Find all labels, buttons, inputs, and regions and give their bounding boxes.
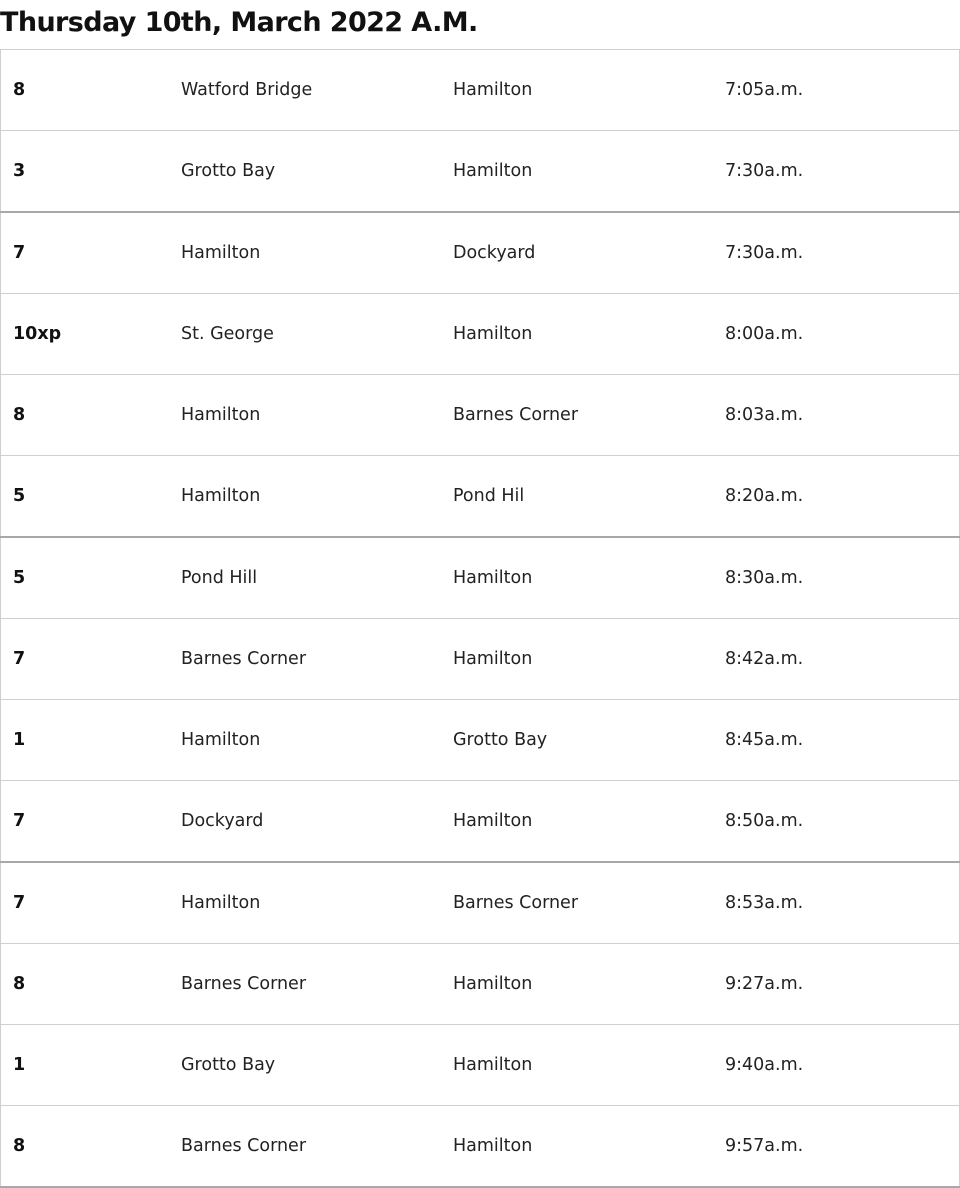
destination: Hamilton [441,1106,713,1188]
destination: Hamilton [441,131,713,213]
origin: Hamilton [169,375,441,456]
destination: Pond Hil [441,456,713,538]
departure-time: 8:20a.m. [713,456,960,538]
destination: Grotto Bay [441,700,713,781]
route-number: 10xp [1,294,170,375]
destination: Hamilton [441,294,713,375]
route-number: 7 [1,781,170,863]
destination: Hamilton [441,781,713,863]
route-number: 7 [1,212,170,294]
destination: Barnes Corner [441,375,713,456]
table-row [1,212,960,294]
departure-time: 8:42a.m. [713,619,960,700]
table-row [1,700,960,781]
route-number: 1 [1,700,170,781]
route-number: 8 [1,944,170,1025]
departure-time: 8:00a.m. [713,294,960,375]
origin: Barnes Corner [169,619,441,700]
table-row [1,1106,960,1188]
table-row [1,1025,960,1106]
page-title: Thursday 10th, March 2022 A.M. [0,7,478,38]
route-number: 7 [1,862,170,944]
table-row [1,537,960,619]
table-row [1,619,960,700]
route-number: 3 [1,131,170,213]
route-number: 8 [1,50,170,131]
destination: Hamilton [441,944,713,1025]
origin: Watford Bridge [169,50,441,131]
destination: Hamilton [441,619,713,700]
departure-time: 7:30a.m. [713,131,960,213]
route-number: 5 [1,537,170,619]
destination: Dockyard [441,212,713,294]
route-number: 5 [1,456,170,538]
table-row [1,50,960,131]
origin: Pond Hill [169,537,441,619]
route-number: 8 [1,1106,170,1188]
origin: Dockyard [169,781,441,863]
destination: Hamilton [441,50,713,131]
table-row [1,294,960,375]
departure-time: 8:50a.m. [713,781,960,863]
bus-schedule-table [0,49,960,1188]
departure-time: 9:40a.m. [713,1025,960,1106]
origin: Hamilton [169,862,441,944]
route-number: 8 [1,375,170,456]
route-number: 1 [1,1025,170,1106]
table-row [1,862,960,944]
table-row [1,456,960,538]
departure-time: 7:30a.m. [713,212,960,294]
origin: Hamilton [169,212,441,294]
departure-time: 7:05a.m. [713,50,960,131]
departure-time: 8:53a.m. [713,862,960,944]
origin: Grotto Bay [169,1025,441,1106]
departure-time: 9:57a.m. [713,1106,960,1188]
origin: Hamilton [169,700,441,781]
origin: Grotto Bay [169,131,441,213]
departure-time: 8:03a.m. [713,375,960,456]
origin: Barnes Corner [169,1106,441,1188]
table-row [1,375,960,456]
route-number: 7 [1,619,170,700]
origin: Barnes Corner [169,944,441,1025]
destination: Hamilton [441,537,713,619]
table-row [1,131,960,213]
destination: Barnes Corner [441,862,713,944]
departure-time: 8:45a.m. [713,700,960,781]
table-row [1,944,960,1025]
origin: Hamilton [169,456,441,538]
departure-time: 9:27a.m. [713,944,960,1025]
origin: St. George [169,294,441,375]
destination: Hamilton [441,1025,713,1106]
table-row [1,781,960,863]
departure-time: 8:30a.m. [713,537,960,619]
